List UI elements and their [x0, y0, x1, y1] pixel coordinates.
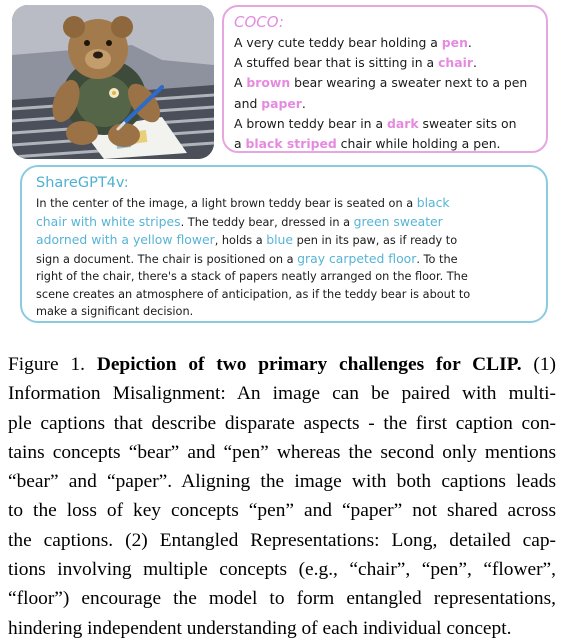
sharegpt4v-line: scene creates an atmosphere of anticipation, as if the teddy bear is about to: [36, 287, 471, 301]
sharegpt4v-line: make a significant decision.: [36, 305, 194, 318]
sharegpt4v-line: adorned with a yellow flower, holds a blue pen in its paw, as if ready to: [36, 232, 458, 247]
sharegpt4v-line: In the center of the image, a light brown teddy bear is seated on a black: [36, 195, 450, 210]
highlight-dark: dark: [386, 115, 419, 131]
sharegpt4v-caption-box: [20, 165, 548, 323]
teddy-bear-illustration: [12, 5, 214, 159]
sharegpt4v-title: ShareGPT4v:: [36, 175, 129, 191]
caption-line: ple captions that describe disparate aspects - the first caption con-: [8, 412, 556, 434]
sharegpt4v-line: right of the chair, there's a stack of papers neatly arranged on the floor. The: [36, 270, 468, 283]
figure-label: Figure 1.: [8, 354, 85, 375]
highlight-black-striped: black striped: [245, 136, 337, 152]
caption-line: “bear” and “paper”. Aligning the image with both captions leads: [8, 471, 556, 493]
figure-caption: [8, 350, 556, 643]
highlight-black: black: [416, 195, 450, 210]
highlight-chair: chair: [438, 55, 473, 71]
coco-captions-box: [222, 5, 548, 153]
coco-caption: A very cute teddy bear holding a pen.: [234, 35, 472, 50]
coco-caption: A brown teddy bear in a dark sweater sits on: [234, 115, 517, 131]
caption-line: Figure 1. Depiction of two primary challenges for CLIP. (1): [8, 354, 556, 375]
caption-line: tions involving multiple concepts (e.g., “chair”, “pen”, “flower”,: [8, 559, 556, 581]
coco-caption: a black striped chair while holding a pen.: [234, 136, 501, 152]
teddy-bear-photo: [12, 5, 214, 159]
coco-caption: A brown bear wearing a sweater next to a pen: [234, 75, 528, 91]
highlight-blue: blue: [266, 232, 294, 247]
caption-line: the captions. (2) Entangled Representations: Long, detailed cap-: [8, 529, 556, 551]
coco-caption: A stuffed bear that is sitting in a chair.: [234, 55, 477, 71]
highlight-chair-stripes: chair with white stripes: [36, 213, 181, 229]
caption-line: Information Misalignment: An image can be paired with multi-: [8, 383, 556, 405]
caption-bold: Depiction of two primary challenges for CLIP.: [96, 354, 522, 375]
caption-line: tains concepts “bear” and “pen” whereas the second only mentions: [8, 441, 556, 463]
highlight-floor: gray carpeted floor: [297, 250, 417, 266]
caption-line: hindering independent understanding of each individual concept.: [8, 617, 512, 639]
highlight-paper: paper: [261, 95, 302, 111]
caption-line: to the loss of key concepts “pen” and “paper” not shared across: [8, 500, 556, 522]
highlight-brown: brown: [246, 75, 291, 91]
highlight-yellow-flower: adorned with a yellow flower: [36, 232, 215, 247]
sharegpt4v-line: chair with white stripes. The teddy bear, dressed in a green sweater: [36, 213, 443, 229]
highlight-green-sweater: green sweater: [353, 213, 443, 229]
highlight-pen: pen: [441, 35, 468, 50]
coco-title: COCO:: [234, 13, 284, 31]
caption-line: “floor”) encourage the model to form entangled representations,: [8, 588, 556, 610]
sharegpt4v-line: sign a document. The chair is positioned on a gray carpeted floor. To the: [36, 250, 458, 266]
coco-caption: and paper.: [234, 95, 306, 111]
